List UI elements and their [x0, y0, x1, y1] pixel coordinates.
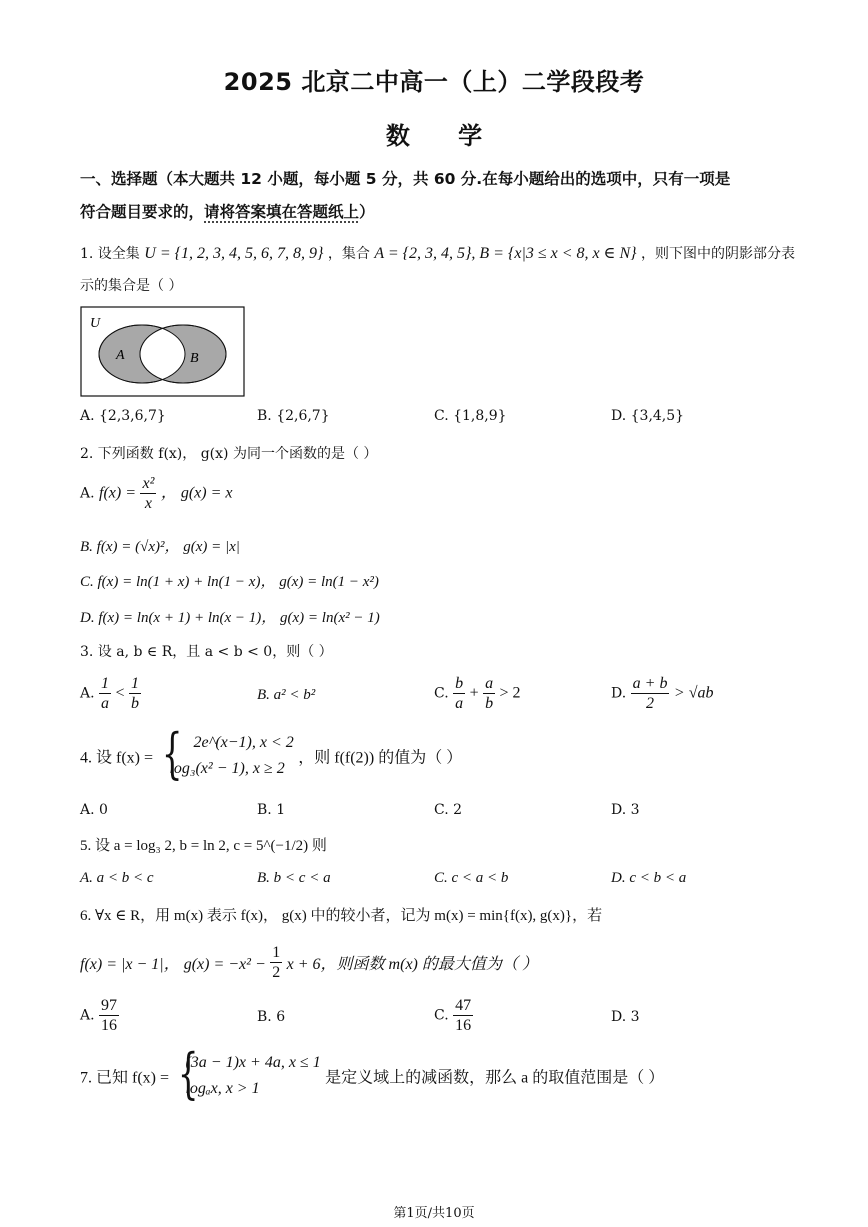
q2-a-num: x²	[142, 475, 155, 492]
q1-post: ，则下图中的阴影部分表	[641, 246, 796, 262]
venn-label-b: B	[190, 351, 199, 366]
venn-diagram	[80, 306, 246, 398]
q3-d-frac	[631, 674, 670, 713]
q4-option-c: C. 2	[434, 802, 463, 818]
q3-a-op: <	[115, 684, 125, 702]
q3-d-label: D.	[611, 685, 627, 702]
q2-a-g: ， g(x) = x	[160, 484, 233, 502]
q6-line2-b: x + 6，则函数 m(x) 的最大值为（ ）	[286, 956, 538, 973]
q3-c-d1: a	[455, 695, 464, 712]
q3-a-frac2	[129, 674, 141, 713]
venn-label-u: U	[90, 316, 101, 331]
q6-half	[270, 943, 282, 982]
q2-option-b: B. f(x) = (√x)²， g(x) = |x|	[80, 539, 240, 555]
q6-a-frac	[99, 996, 119, 1035]
venn-label-a: A	[116, 348, 125, 363]
q6-half-den: 2	[272, 964, 281, 981]
q5-option-a: A. a < b < c	[80, 870, 154, 886]
q1-option-b: B. {2,6,7}	[257, 408, 330, 424]
q1-stem	[80, 243, 795, 263]
page-title: 2025 北京二中高一（上）二学段段考	[223, 68, 645, 96]
q6-option-a	[80, 996, 119, 1035]
q3-c-label: C.	[434, 685, 449, 702]
q3-a-n2: 1	[130, 675, 139, 692]
section-heading-part3: ）	[359, 203, 375, 221]
q3-d-den: 2	[646, 695, 655, 712]
q1-universal-set: U = {1, 2, 3, 4, 5, 6, 7, 8, 9}	[144, 245, 324, 262]
q3-a-d1: a	[101, 695, 110, 712]
q1-option-c: C. {1,8,9}	[434, 408, 507, 424]
q2-stem: 2. 下列函数 f(x)， g(x) 为同一个函数的是（ ）	[80, 446, 378, 462]
section-heading-part2: 符合题目要求的，	[80, 203, 205, 221]
q3-a-frac1	[99, 674, 111, 713]
q4-stem	[80, 730, 462, 782]
q1-sets-ab: A = {2, 3, 4, 5}, B = {x|3 ≤ x < 8, x ∈ N}	[374, 245, 637, 262]
q2-a-den: x	[144, 495, 152, 512]
q7-row2: logₐx, x > 1	[185, 1080, 260, 1097]
q5-stem: 5. 设 a = log₃ 2, b = ln 2, c = 5^(−1/2) 则	[80, 838, 327, 854]
q5-option-b: B. b < c < a	[257, 870, 331, 886]
q3-c-n2: a	[485, 675, 494, 692]
q6-stem-line2	[80, 943, 538, 982]
q4-pre: 4. 设 f(x) =	[80, 749, 154, 767]
q4-piecewise	[157, 730, 293, 782]
q2-option-c: C. f(x) = ln(1 + x) + ln(1 − x)， g(x) = ln(1 − x²)	[80, 574, 379, 590]
q4-option-a: A. 0	[80, 802, 108, 818]
q6-half-num: 1	[272, 944, 281, 961]
q4-row1: { 2e^(x−1), x < 2	[193, 734, 294, 751]
q2-a-fraction	[140, 474, 156, 513]
q1-stem-line2: 示的集合是（ ）	[80, 278, 183, 294]
q3-c-frac2	[483, 674, 495, 713]
q3-c-tail: > 2	[499, 684, 521, 702]
q3-a-d2: b	[130, 695, 139, 712]
q3-stem: 3. 设 a, b ∈ R，且 a < b < 0，则（ ）	[80, 644, 333, 660]
q6-c-den: 16	[455, 1017, 472, 1034]
subject-title: 数 学	[385, 122, 483, 150]
section-heading-part1: 一、选择题（本大题共 12 小题，每小题 5 分，共 60 分.在每小题给出的选项中，只有一项是	[80, 170, 731, 188]
q3-c-n1: b	[455, 675, 464, 692]
q4-option-b: B. 1	[257, 802, 286, 818]
q3-c-d2: b	[485, 695, 494, 712]
q3-d-num: a + b	[632, 675, 668, 692]
q4-row2: log₃(x² − 1), x ≥ 2	[169, 760, 285, 777]
q1-option-a: A. {2,3,6,7}	[80, 408, 166, 424]
q2-a-label: A.	[80, 485, 95, 502]
q3-option-d	[611, 674, 713, 713]
q2-a-f: f(x) =	[99, 484, 137, 502]
section-heading-dotted: 请将答案填在答题纸上	[204, 203, 360, 221]
q6-a-den: 16	[101, 1017, 118, 1034]
q7-post: 是定义域上的减函数，那么 a 的取值范围是（ ）	[325, 1069, 665, 1087]
q4-option-d: D. 3	[611, 802, 640, 818]
q3-c-frac1	[453, 674, 465, 713]
q1-mid: ，集合	[327, 246, 370, 262]
q2-option-d: D. f(x) = ln(x + 1) + ln(x − 1)， g(x) = ln(x² − 1)	[80, 610, 380, 626]
q3-c-op: +	[469, 684, 479, 702]
q7-stem	[80, 1050, 664, 1102]
q3-d-tail: > √ab	[673, 684, 714, 702]
q4-post: ，则 f(f(2)) 的值为（ ）	[298, 749, 463, 767]
q5-option-d: D. c < b < a	[611, 870, 687, 886]
q1-option-d: D. {3,4,5}	[611, 408, 685, 424]
q7-pre: 7. 已知 f(x) =	[80, 1069, 170, 1087]
q6-option-b: B. 6	[257, 1009, 286, 1025]
q1-pre: 1. 设全集	[80, 246, 140, 262]
q3-a-label: A.	[80, 685, 95, 702]
q6-c-frac	[453, 996, 473, 1035]
q2-option-a	[80, 474, 233, 513]
q3-a-n1: 1	[101, 675, 110, 692]
q7-row1: { (3a − 1)x + 4a, x ≤ 1	[185, 1054, 321, 1071]
q6-c-num: 47	[455, 997, 472, 1014]
q6-a-label: A.	[80, 1007, 95, 1024]
page-footer: 第1页/共10页	[393, 1206, 475, 1221]
q6-stem-line1: 6. ∀x ∈ R，用 m(x) 表示 f(x)， g(x) 中的较小者，记为 m(x) = min{f(x), g(x)}，若	[80, 908, 603, 924]
q6-c-label: C.	[434, 1007, 449, 1024]
q7-piecewise	[173, 1050, 320, 1102]
q6-option-c	[434, 996, 473, 1035]
q3-option-a	[80, 674, 141, 713]
q3-option-b: B. a² < b²	[257, 687, 316, 703]
q6-option-d: D. 3	[611, 1009, 640, 1025]
q3-option-c	[434, 674, 521, 713]
q6-a-num: 97	[101, 997, 118, 1014]
section-heading	[80, 163, 800, 229]
q6-line2-a: f(x) = |x − 1|， g(x) = −x² −	[80, 956, 266, 973]
q5-option-c: C. c < a < b	[434, 870, 509, 886]
